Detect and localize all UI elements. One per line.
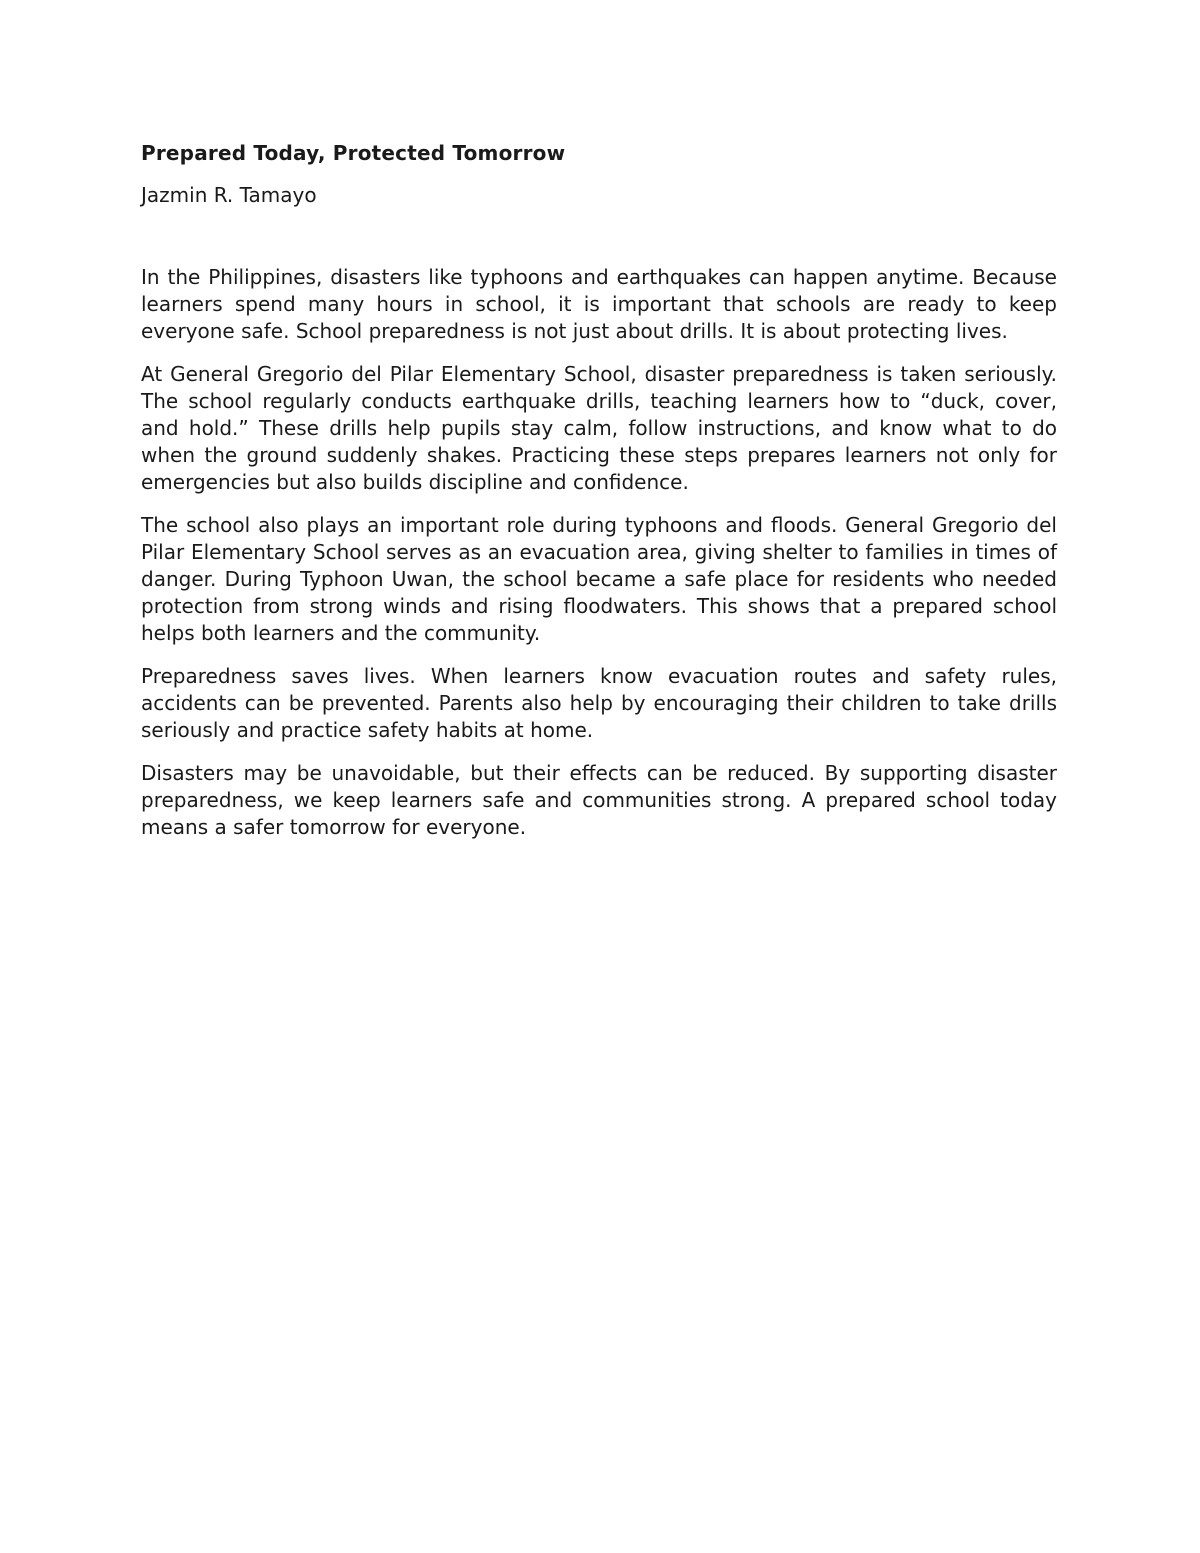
paragraph: Preparedness saves lives. When learners know evacuation routes and safety rules, accidents can be prevented. Parents also help by encouraging their children to take drills seriously and practice safety habits at home. [141, 664, 1057, 742]
document-title: Prepared Today, Protected Tomorrow [141, 141, 566, 165]
document-body [141, 138, 1057, 857]
paragraph: At General Gregorio del Pilar Elementary School, disaster preparedness is taken seriously. The school regularly conducts earthquake drills, teaching learners how to “duck, cover, and hold.” These drills help pupils stay calm, follow instructions, and know what to do when the ground suddenly shakes. Practicing these steps prepares learners not only for emergencies but also builds discipline and confidence. [141, 362, 1057, 494]
author-name: Jazmin R. Tamayo [141, 183, 317, 207]
paragraph: The school also plays an important role during typhoons and floods. General Gregorio del Pilar Elementary School serves as an evacuation area, giving shelter to families in times of danger. During Typhoon Uwan, the school became a safe place for residents who needed protection from strong winds and rising floodwaters. This shows that a prepared school helps both learners and the community. [141, 513, 1057, 645]
paragraph: In the Philippines, disasters like typhoons and earthquakes can happen anytime. Because learners spend many hours in school, it is important that schools are ready to keep everyone safe. School preparedness is not just about drills. It is about protecting lives. [141, 265, 1057, 343]
paragraph: Disasters may be unavoidable, but their effects can be reduced. By supporting disaster preparedness, we keep learners safe and communities strong. A prepared school today means a safer tomorrow for everyone. [141, 761, 1057, 839]
